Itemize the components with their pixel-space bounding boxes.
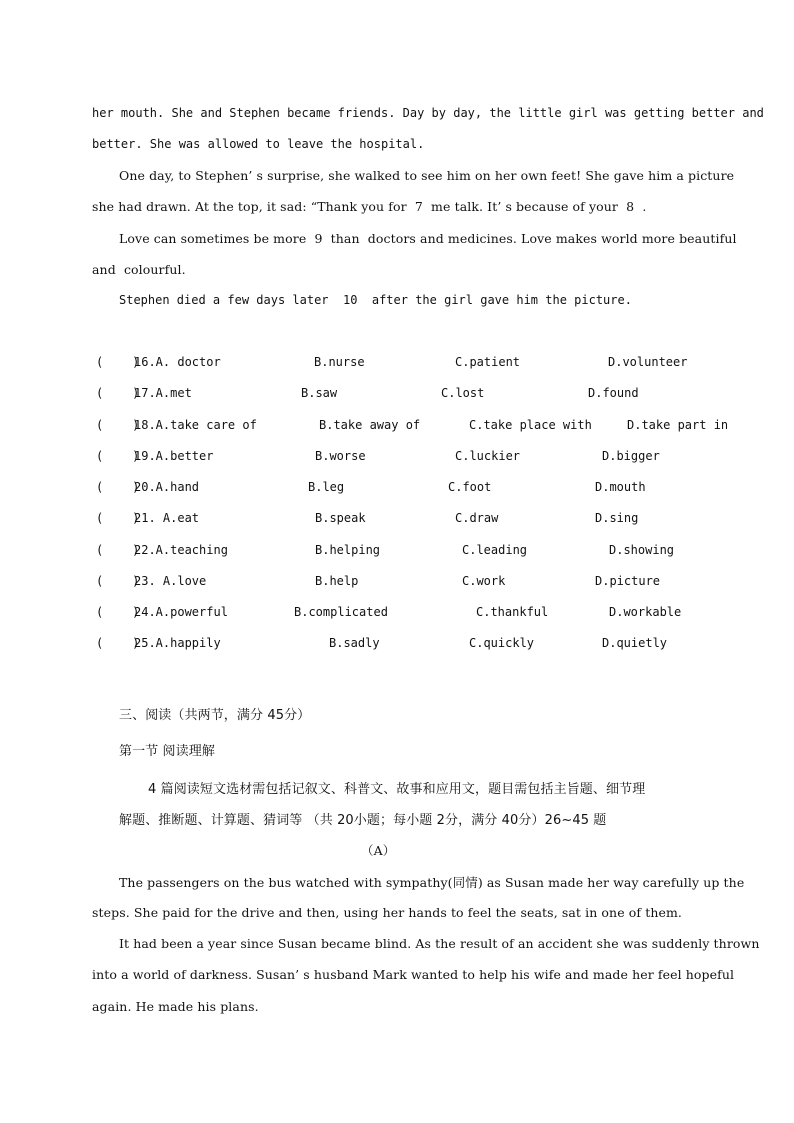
option-a-text: hand [170, 480, 200, 494]
passage-line: into a world of darkness. Susan’ s husband Mark wanted to help his wife and made her feel hopeful [92, 967, 735, 982]
passage-line: The passengers on the bus watched with sympathy(同情) as Susan made her way carefully up the [119, 875, 745, 890]
option-c: C.leading [462, 543, 528, 557]
option-a [134, 449, 213, 463]
option-b: B.complicated [294, 605, 388, 619]
answer-blank[interactable]: ( ) [96, 418, 140, 432]
option-a [134, 386, 192, 400]
option-d: D.workable [609, 605, 682, 619]
option-b: B.leg [308, 480, 345, 494]
option-d: D.volunteer [608, 355, 688, 369]
option-a-text: happily [170, 636, 221, 650]
option-a-text: take care of [170, 418, 257, 432]
option-a-text: love [177, 574, 207, 588]
section-heading: 三、阅读（共两节，满分 45分） [119, 708, 311, 723]
option-d: D.picture [595, 574, 661, 588]
question-number: 22.A. [134, 543, 171, 557]
question-number: 17.A. [134, 386, 171, 400]
option-b: B.help [315, 574, 359, 588]
option-b: B.nurse [314, 355, 365, 369]
option-b: B.saw [301, 386, 338, 400]
option-c: C.quickly [469, 636, 535, 650]
passage-line: her mouth. She and Stephen became friends. Day by day, the little girl was getting better and [92, 106, 764, 120]
answer-blank[interactable]: ( ) [96, 574, 140, 588]
option-d: D.quietly [602, 636, 668, 650]
answer-blank[interactable]: ( ) [96, 386, 140, 400]
passage-line: she had drawn. At the top, it sad: “Thank you for 7 me talk. It’ s because of your 8 . [92, 199, 647, 214]
option-a [134, 418, 257, 432]
option-a [134, 480, 199, 494]
instructions-line: 解题、推断题、计算题、猜词等 （共 20小题；每小题 2分，满分 40分）26~45 题 [119, 813, 607, 828]
passage-line: steps. She paid for the drive and then, using her hands to feel the seats, sat in one of them. [92, 905, 683, 920]
option-b: B.sadly [329, 636, 380, 650]
option-a-text: eat [177, 511, 200, 525]
option-d: D.take part in [627, 418, 729, 432]
answer-blank[interactable]: ( ) [96, 605, 140, 619]
option-c: C.work [462, 574, 506, 588]
question-number: 25.A. [134, 636, 171, 650]
answer-blank[interactable]: ( ) [96, 480, 140, 494]
option-c: C.foot [448, 480, 492, 494]
option-d: D.bigger [602, 449, 660, 463]
passage-label: （A） [361, 843, 396, 858]
answer-blank[interactable]: ( ) [96, 355, 140, 369]
question-number: 18.A. [134, 418, 171, 432]
question-number: 19.A. [134, 449, 171, 463]
passage-line: again. He made his plans. [92, 999, 259, 1014]
answer-blank[interactable]: ( ) [96, 543, 140, 557]
answer-blank[interactable]: ( ) [96, 511, 140, 525]
option-b: B.helping [315, 543, 381, 557]
answer-blank[interactable]: ( ) [96, 449, 140, 463]
option-a-text: met [170, 386, 192, 400]
option-a [134, 511, 199, 525]
passage-line: One day, to Stephen’ s surprise, she walked to see him on her own feet! She gave him a picture [119, 168, 735, 183]
option-c: C.draw [455, 511, 499, 525]
passage-line: better. She was allowed to leave the hospital. [92, 137, 425, 151]
option-d: D.showing [609, 543, 675, 557]
subsection-heading: 第一节 阅读理解 [119, 744, 215, 759]
option-d: D.mouth [595, 480, 646, 494]
option-c: C.thankful [476, 605, 549, 619]
question-number: 20.A. [134, 480, 171, 494]
option-a-text: powerful [170, 605, 228, 619]
option-c: C.take place with [469, 418, 592, 432]
instructions-line: 4 篇阅读短文选材需包括记叙文、科普文、故事和应用文，题目需包括主旨题、细节理 [148, 782, 646, 797]
passage-line: It had been a year since Susan became blind. As the result of an accident she was suddenly thrown [119, 936, 760, 951]
passage-line: and colourful. [92, 262, 186, 277]
question-number: 21. A. [134, 511, 178, 525]
question-number: 24.A. [134, 605, 171, 619]
answer-blank[interactable]: ( ) [96, 636, 140, 650]
question-number: 16.A. [134, 355, 171, 369]
option-a [134, 543, 228, 557]
option-b: B.worse [315, 449, 366, 463]
option-c: C.luckier [455, 449, 521, 463]
question-number: 23. A. [134, 574, 178, 588]
option-a [134, 605, 228, 619]
passage-line: Love can sometimes be more 9 than doctors and medicines. Love makes world more beautiful [119, 231, 737, 246]
option-b: B.speak [315, 511, 366, 525]
option-b: B.take away of [319, 418, 421, 432]
option-a-text: better [170, 449, 214, 463]
option-a-text: doctor [170, 355, 221, 369]
option-d: D.found [588, 386, 639, 400]
option-a [134, 574, 206, 588]
option-c: C.lost [441, 386, 485, 400]
option-a-text: teaching [170, 543, 228, 557]
option-d: D.sing [595, 511, 639, 525]
passage-line: Stephen died a few days later 10 after the girl gave him the picture. [119, 293, 632, 307]
option-a [134, 355, 221, 369]
option-c: C.patient [455, 355, 521, 369]
option-a [134, 636, 221, 650]
